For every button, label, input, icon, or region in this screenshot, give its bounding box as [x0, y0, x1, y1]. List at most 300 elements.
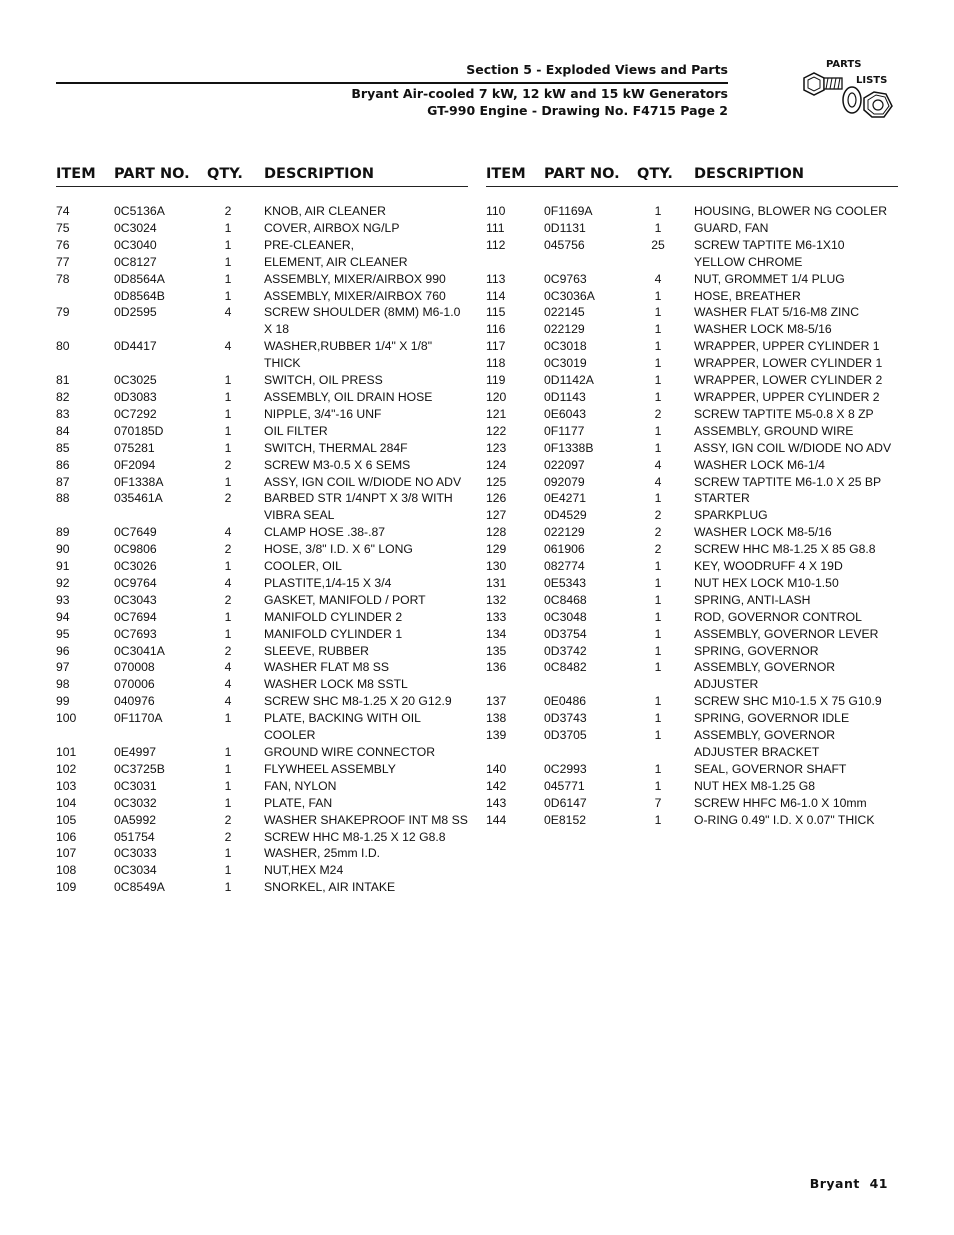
description: SEAL, GOVERNOR SHAFT — [694, 761, 847, 776]
quantity: 1 — [654, 812, 662, 827]
quantity: 1 — [224, 846, 232, 861]
item-number: 137 — [486, 694, 507, 709]
part-number: 0C2993 — [544, 761, 587, 776]
quantity: 1 — [654, 609, 662, 624]
table-row — [486, 761, 898, 778]
quantity: 1 — [654, 204, 662, 218]
quantity: 4 — [224, 694, 232, 709]
part-number: 0C3024 — [114, 220, 157, 235]
table-body — [486, 203, 898, 829]
table-row — [486, 693, 898, 710]
document-title: Bryant Air-cooled 7 kW, 12 kW and 15 kW Generators — [351, 86, 728, 101]
part-number: 0D3742 — [544, 643, 587, 658]
footer-brand: Bryant — [809, 1176, 860, 1191]
table-row — [56, 879, 468, 896]
quantity: 1 — [654, 761, 662, 776]
quantity: 2 — [224, 491, 232, 506]
item-number: 115 — [486, 305, 506, 320]
part-number: 0D1142A — [544, 373, 594, 388]
part-number: 051754 — [114, 829, 155, 844]
item-number: 127 — [486, 508, 507, 523]
description: WRAPPER, LOWER CYLINDER 1 — [694, 356, 883, 371]
part-number: 082774 — [544, 559, 585, 574]
description: KNOB, AIR CLEANER — [264, 204, 386, 218]
table-row — [486, 372, 898, 389]
table-row — [486, 507, 898, 524]
part-number: 0C9764 — [114, 575, 157, 590]
quantity: 4 — [224, 575, 232, 590]
table-row — [56, 676, 468, 693]
description: ASSEMBLY, OIL DRAIN HOSE — [264, 389, 433, 404]
part-number: 0D4417 — [114, 339, 157, 354]
section-title: Section 5 - Exploded Views and Parts — [466, 62, 728, 77]
table-row — [486, 389, 898, 406]
description: WASHER LOCK M8-5/16 — [694, 322, 832, 337]
item-number: 124 — [486, 457, 507, 472]
part-number: 0C3033 — [114, 846, 157, 861]
part-number: 0C8468 — [544, 592, 587, 607]
table-row — [486, 727, 898, 761]
item-number: 103 — [56, 778, 77, 793]
part-number: 061906 — [544, 542, 585, 557]
table-row — [56, 558, 468, 575]
table-row — [56, 795, 468, 812]
description: GASKET, MANIFOLD / PORT — [264, 592, 426, 607]
item-number: 116 — [486, 322, 506, 337]
quantity: 1 — [654, 559, 662, 574]
part-number: 0C3041A — [114, 643, 165, 658]
quantity: 1 — [654, 339, 662, 354]
part-number: 0F1177 — [544, 423, 585, 438]
part-number: 0D3083 — [114, 389, 157, 404]
quantity: 1 — [224, 271, 232, 286]
part-number: 0C3031 — [114, 778, 157, 793]
table-row — [486, 423, 898, 440]
item-number: 122 — [486, 423, 507, 438]
item-number: 108 — [56, 863, 77, 878]
description: GUARD, FAN — [694, 220, 769, 235]
description: SCREW SHC M8-1.25 X 20 G12.9 — [264, 694, 452, 709]
table-row — [486, 490, 898, 507]
table-row — [486, 541, 898, 558]
description: SCREW HHC M8-1.25 X 85 G8.8 — [694, 542, 876, 557]
item-number: 74 — [56, 204, 70, 218]
description: NUT,HEX M24 — [264, 863, 344, 878]
part-number: 0C3019 — [544, 356, 587, 371]
part-number: 0D6147 — [544, 795, 587, 810]
part-number: 0D8564B — [114, 288, 165, 303]
quantity: 1 — [224, 761, 232, 776]
item-number: 120 — [486, 389, 507, 404]
part-number: 0C7649 — [114, 525, 157, 540]
description: WASHER FLAT 5/16-M8 ZINC — [694, 305, 860, 320]
quantity: 2 — [224, 829, 232, 844]
table-row — [486, 778, 898, 795]
table-row — [56, 744, 468, 761]
description: NIPPLE, 3/4"-16 UNF — [264, 406, 382, 421]
description: ROD, GOVERNOR CONTROL — [694, 609, 862, 624]
part-number: 0E4997 — [114, 745, 157, 759]
part-number: 0C7693 — [114, 626, 157, 641]
table-row — [486, 271, 898, 288]
quantity: 1 — [224, 237, 232, 252]
part-number: 0D8564A — [114, 271, 165, 286]
part-number: 0D3743 — [544, 711, 587, 726]
bolt-nut-washer-icon — [798, 54, 898, 134]
part-number: 0E6043 — [544, 406, 587, 421]
table-row — [56, 592, 468, 609]
item-number: 117 — [486, 339, 506, 354]
quantity: 1 — [654, 305, 662, 320]
item-number: 114 — [486, 288, 506, 303]
item-number: 110 — [486, 204, 506, 218]
quantity: 4 — [654, 474, 662, 489]
description: PLATE, FAN — [264, 795, 333, 810]
part-number: 0E0486 — [544, 694, 587, 709]
description: ELEMENT, AIR CLEANER — [264, 254, 408, 269]
header-rule — [56, 82, 728, 84]
part-number: 0D1143 — [544, 389, 586, 404]
quantity: 2 — [224, 542, 232, 557]
quantity: 1 — [224, 880, 232, 895]
quantity: 1 — [224, 288, 232, 303]
description: KEY, WOODRUFF 4 X 19D — [694, 559, 843, 574]
item-number: 144 — [486, 812, 507, 827]
item-number: 113 — [486, 271, 506, 286]
part-number: 0E4271 — [544, 491, 587, 506]
description: SPRING, GOVERNOR — [694, 643, 819, 658]
description: SCREW M3-0.5 X 6 SEMS — [264, 457, 411, 472]
part-number: 022129 — [544, 525, 585, 540]
table-row — [486, 710, 898, 727]
item-number: 119 — [486, 373, 506, 388]
quantity: 1 — [224, 406, 232, 421]
quantity: 2 — [654, 406, 662, 421]
part-number: 022097 — [544, 457, 585, 472]
part-number: 0C8127 — [114, 254, 157, 269]
logo-text-top: PARTS — [826, 59, 862, 70]
item-number: 89 — [56, 525, 70, 540]
description: WASHER SHAKEPROOF INT M8 SS — [264, 812, 468, 827]
quantity: 1 — [654, 728, 662, 743]
description: SNORKEL, AIR INTAKE — [264, 880, 396, 895]
item-number: 86 — [56, 457, 70, 472]
item-number: 97 — [56, 660, 70, 675]
item-number: 84 — [56, 423, 70, 438]
header-description: DESCRIPTION — [694, 166, 804, 182]
item-number: 78 — [56, 271, 70, 286]
table-row — [56, 423, 468, 440]
part-number: 0C3048 — [544, 609, 587, 624]
quantity: 1 — [224, 559, 232, 574]
description: ASSEMBLY, GOVERNOR ADJUSTER — [694, 660, 836, 692]
description: COOLER, OIL — [264, 559, 342, 574]
description: OIL FILTER — [264, 423, 328, 438]
item-number: 138 — [486, 711, 507, 726]
item-number: 102 — [56, 761, 77, 776]
table-row — [56, 643, 468, 660]
part-number: 0F1338B — [544, 440, 594, 455]
part-number: 0F1169A — [544, 204, 593, 218]
table-row — [56, 710, 468, 744]
description: PLATE, BACKING WITH OIL COOLER — [264, 711, 421, 743]
item-number: 81 — [56, 373, 70, 388]
item-number: 118 — [486, 356, 506, 371]
part-number: 0C3725B — [114, 761, 165, 776]
item-number: 100 — [56, 711, 77, 726]
item-number: 77 — [56, 254, 70, 269]
quantity: 1 — [654, 288, 662, 303]
description: BARBED STR 1/4NPT X 3/8 WITH VIBRA SEAL — [264, 491, 453, 523]
part-number: 0D1131 — [544, 220, 586, 235]
item-number: 101 — [56, 745, 77, 759]
item-number: 94 — [56, 609, 70, 624]
table-row — [486, 474, 898, 491]
part-number: 045771 — [544, 778, 585, 793]
table-row — [486, 626, 898, 643]
header-qty: QTY. — [207, 166, 243, 182]
table-row — [56, 541, 468, 558]
quantity: 2 — [654, 542, 662, 557]
part-number: 0F1338A — [114, 474, 164, 489]
table-row — [486, 203, 898, 220]
item-number: 105 — [56, 812, 77, 827]
part-number: 092079 — [544, 474, 585, 489]
quantity: 1 — [654, 220, 662, 235]
part-number: 0D3754 — [544, 626, 587, 641]
table-row — [486, 338, 898, 355]
description: MANIFOLD CYLINDER 2 — [264, 609, 403, 624]
description: PRE-CLEANER, — [264, 237, 355, 252]
description: SCREW TAPTITE M5-0.8 X 8 ZP — [694, 406, 874, 421]
item-number: 132 — [486, 592, 507, 607]
item-number: 92 — [56, 575, 70, 590]
description: WASHER LOCK M6-1/4 — [694, 457, 825, 472]
table-row — [56, 338, 468, 372]
part-number: 075281 — [114, 440, 155, 455]
logo-text-bottom: LISTS — [856, 75, 888, 86]
table-row — [56, 845, 468, 862]
item-number: 142 — [486, 778, 507, 793]
item-number: 129 — [486, 542, 507, 557]
part-number: 0C7292 — [114, 406, 157, 421]
item-number: 136 — [486, 660, 507, 675]
description: SCREW SHOULDER (8MM) M6-1.0 X 18 — [264, 305, 461, 337]
item-number: 76 — [56, 237, 70, 252]
quantity: 1 — [224, 474, 232, 489]
description: ASSY, IGN COIL W/DIODE NO ADV — [694, 440, 892, 455]
quantity: 4 — [654, 271, 662, 286]
part-number: 070185D — [114, 423, 164, 438]
description: WASHER FLAT M8 SS — [264, 660, 390, 675]
header-part-no: PART NO. — [114, 166, 190, 182]
description: HOSE, 3/8" I.D. X 6" LONG — [264, 542, 413, 557]
quantity: 1 — [224, 745, 232, 759]
description: WRAPPER, LOWER CYLINDER 2 — [694, 373, 883, 388]
quantity: 2 — [224, 204, 232, 218]
item-number: 121 — [486, 406, 507, 421]
table-row — [56, 237, 468, 254]
quantity: 4 — [224, 525, 232, 540]
table-row — [56, 761, 468, 778]
quantity: 4 — [654, 457, 662, 472]
quantity: 2 — [224, 812, 232, 827]
item-number: 83 — [56, 406, 70, 421]
page-footer — [810, 1176, 888, 1191]
table-row — [486, 659, 898, 693]
table-row — [486, 406, 898, 423]
quantity: 1 — [654, 440, 662, 455]
item-number: 131 — [486, 575, 507, 590]
part-number: 070008 — [114, 660, 155, 675]
quantity: 1 — [224, 778, 232, 793]
table-row — [486, 524, 898, 541]
item-number: 109 — [56, 880, 77, 895]
table-row — [56, 304, 468, 338]
table-row — [56, 524, 468, 541]
header-qty: QTY. — [637, 166, 673, 182]
part-number: 0C8549A — [114, 880, 165, 895]
table-row — [56, 474, 468, 491]
description: SCREW HHC M8-1.25 X 12 G8.8 — [264, 829, 446, 844]
description: WASHER,RUBBER 1/4" X 1/8" THICK — [264, 339, 433, 371]
item-number: 106 — [56, 829, 77, 844]
table-row — [486, 440, 898, 457]
description: SCREW HHFC M6-1.0 X 10mm — [694, 795, 867, 810]
parts-table-left — [56, 166, 468, 896]
table-row — [56, 372, 468, 389]
part-number: 0D4529 — [544, 508, 587, 523]
table-row — [486, 643, 898, 660]
quantity: 4 — [224, 339, 232, 354]
quantity: 1 — [654, 322, 662, 337]
description: WRAPPER, UPPER CYLINDER 2 — [694, 389, 880, 404]
part-number: 0C3025 — [114, 373, 157, 388]
quantity: 1 — [654, 643, 662, 658]
quantity: 4 — [224, 305, 232, 320]
quantity: 4 — [224, 660, 232, 675]
quantity: 1 — [654, 423, 662, 438]
table-row — [56, 829, 468, 846]
table-row — [486, 304, 898, 321]
part-number: 0E5343 — [544, 575, 587, 590]
part-number: 0C9763 — [544, 271, 587, 286]
part-number: 0C3034 — [114, 863, 157, 878]
header-item: ITEM — [56, 166, 96, 182]
part-number: 0C9806 — [114, 542, 157, 557]
description: WASHER LOCK M8 SSTL — [264, 677, 408, 692]
description: PLASTITE,1/4-15 X 3/4 — [264, 575, 392, 590]
quantity: 1 — [224, 795, 232, 810]
item-number: 87 — [56, 474, 70, 489]
quantity: 2 — [224, 592, 232, 607]
parts-table-right — [486, 166, 898, 829]
item-number: 93 — [56, 592, 70, 607]
part-number: 0D3705 — [544, 728, 587, 743]
part-number: 0C7694 — [114, 609, 157, 624]
quantity: 1 — [224, 711, 232, 726]
table-row — [56, 862, 468, 879]
quantity: 1 — [654, 389, 662, 404]
part-number: 0C5136A — [114, 204, 165, 218]
item-number: 128 — [486, 525, 507, 540]
description: WRAPPER, UPPER CYLINDER 1 — [694, 339, 880, 354]
item-number: 133 — [486, 609, 507, 624]
table-row — [486, 812, 898, 829]
item-number: 107 — [56, 846, 77, 861]
quantity: 1 — [224, 440, 232, 455]
item-number: 75 — [56, 220, 70, 235]
part-number: 0F1170A — [114, 711, 163, 726]
table-row — [56, 626, 468, 643]
description: SCREW TAPTITE M6-1X10 YELLOW CHROME — [694, 237, 845, 269]
item-number: 130 — [486, 559, 507, 574]
description: SPRING, GOVERNOR IDLE — [694, 711, 850, 726]
item-number: 99 — [56, 694, 70, 709]
quantity: 1 — [654, 711, 662, 726]
table-row — [486, 321, 898, 338]
quantity: 1 — [654, 373, 662, 388]
item-number: 139 — [486, 728, 507, 743]
item-number: 123 — [486, 440, 507, 455]
description: COVER, AIRBOX NG/LP — [264, 220, 400, 235]
quantity: 1 — [224, 609, 232, 624]
item-number: 111 — [486, 220, 505, 235]
item-number: 79 — [56, 305, 70, 320]
description: ASSEMBLY, GOVERNOR LEVER — [694, 626, 879, 641]
quantity: 4 — [224, 677, 232, 692]
description: ASSY, IGN COIL W/DIODE NO ADV — [264, 474, 462, 489]
description: SCREW TAPTITE M6-1.0 X 25 BP — [694, 474, 882, 489]
table-row — [486, 575, 898, 592]
part-number: 0C3026 — [114, 559, 157, 574]
quantity: 1 — [224, 423, 232, 438]
item-number: 82 — [56, 389, 70, 404]
table-row — [56, 778, 468, 795]
quantity: 7 — [654, 795, 662, 810]
description: MANIFOLD CYLINDER 1 — [264, 626, 403, 641]
item-number: 104 — [56, 795, 77, 810]
table-row — [56, 271, 468, 288]
table-row — [56, 389, 468, 406]
part-number: 022129 — [544, 322, 585, 337]
description: ASSEMBLY, GROUND WIRE — [694, 423, 854, 438]
part-number: 0D2595 — [114, 305, 157, 320]
part-number: 070006 — [114, 677, 155, 692]
item-number: 90 — [56, 542, 70, 557]
table-row — [486, 457, 898, 474]
quantity: 25 — [651, 237, 665, 252]
table-row — [56, 609, 468, 626]
table-row — [56, 575, 468, 592]
quantity: 1 — [224, 863, 232, 878]
description: WASHER, 25mm I.D. — [264, 846, 381, 861]
part-number: 0C3040 — [114, 237, 157, 252]
quantity: 2 — [654, 525, 662, 540]
table-body — [56, 203, 468, 896]
header-description: DESCRIPTION — [264, 166, 374, 182]
table-row — [486, 609, 898, 626]
quantity: 2 — [224, 457, 232, 472]
quantity: 1 — [654, 592, 662, 607]
item-number: 91 — [56, 559, 70, 574]
part-number: 0C3043 — [114, 592, 157, 607]
table-row — [56, 288, 468, 305]
description: SLEEVE, RUBBER — [264, 643, 369, 658]
table-row — [486, 288, 898, 305]
quantity: 1 — [654, 356, 662, 371]
part-number: 0C3036A — [544, 288, 595, 303]
